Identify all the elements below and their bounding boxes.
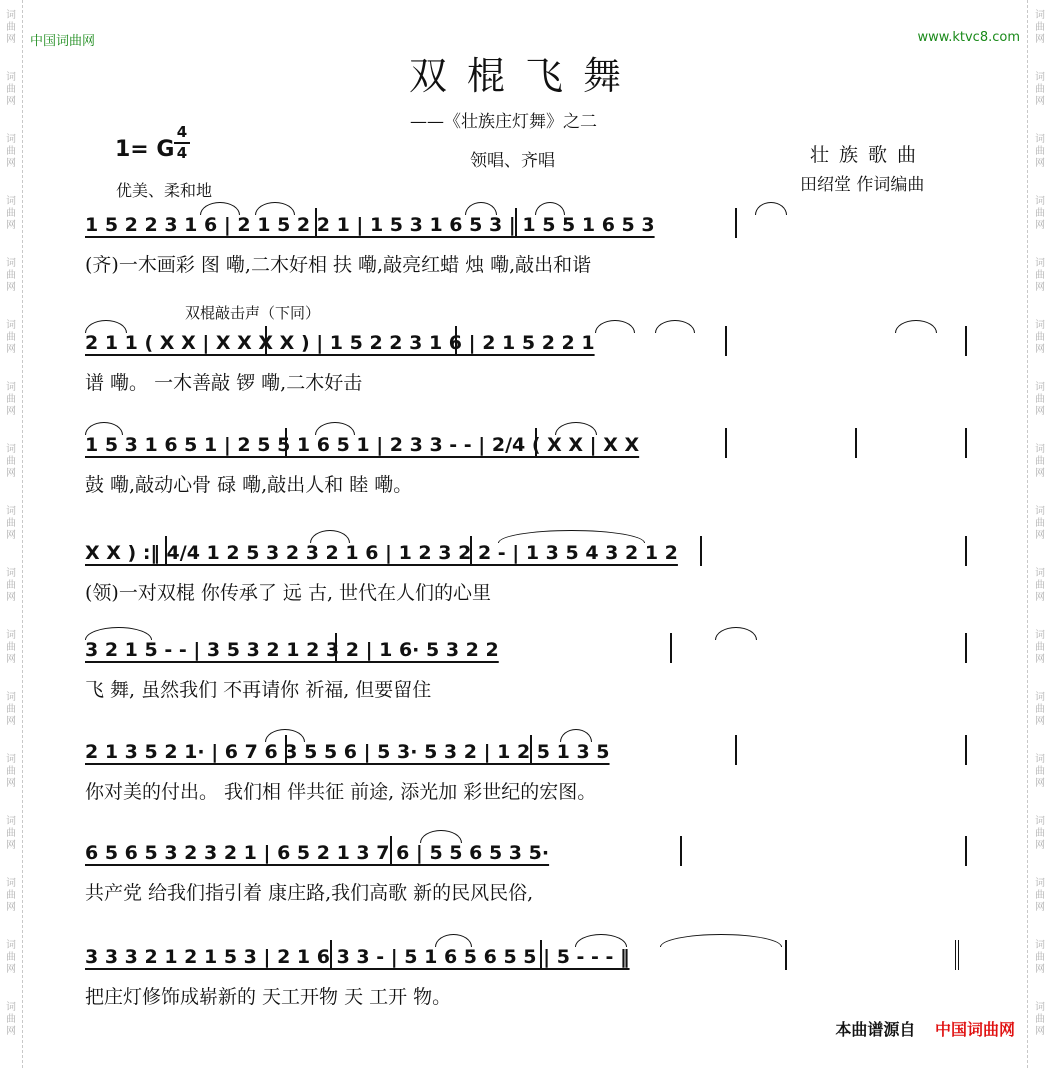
bar-line	[515, 208, 517, 238]
watermark-text: 词曲网	[6, 878, 16, 913]
watermark-text: 词曲网	[6, 196, 16, 231]
watermark-text: 词曲网	[1035, 258, 1045, 293]
bar-line	[530, 735, 532, 765]
bar-line	[785, 940, 787, 970]
expression-mark: 优美、柔和地	[116, 181, 213, 200]
slur-arc	[655, 320, 695, 333]
score-line	[85, 828, 985, 920]
watermark-text: 词曲网	[6, 72, 16, 107]
watermark-text: 词曲网	[1035, 72, 1045, 107]
slur-arc	[895, 320, 937, 333]
bar-line	[265, 326, 267, 356]
bar-line	[455, 326, 457, 356]
score-line	[85, 727, 985, 819]
bar-line	[735, 208, 737, 238]
watermark-text: 词曲网	[6, 1002, 16, 1037]
watermark-text: 词曲网	[1035, 754, 1045, 789]
bar-line	[725, 428, 727, 458]
left-watermark-strip	[0, 0, 23, 1068]
score-line	[85, 932, 985, 1024]
watermark-text: 词曲网	[1035, 816, 1045, 851]
slur-arc	[200, 202, 240, 215]
slur-arc	[85, 422, 123, 435]
time-signature-bottom: 4	[176, 144, 188, 162]
notation-line: 3 2 1 5 - - | 3 5 3 2 1 2 3 2 | 1 6· 5 3 2 2	[85, 639, 499, 661]
time-signature-top: 4	[176, 123, 188, 141]
slur-arc	[435, 934, 472, 947]
watermark-text: 词曲网	[1035, 444, 1045, 479]
slur-arc	[465, 202, 497, 215]
bar-line	[965, 428, 967, 458]
bar-line	[965, 836, 967, 866]
score-line	[85, 625, 985, 717]
slur-arc	[595, 320, 635, 333]
bar-line	[330, 940, 332, 970]
bar-line	[680, 836, 682, 866]
voice-type: 领唱、齐唱	[470, 151, 555, 171]
notation-line: 2 1 1 ( X X | X X X X ) | 1 5 2 2 3 1 6 | 2 1 5 2 2 1	[85, 332, 595, 354]
watermark-text: 词曲网	[1035, 940, 1045, 975]
slur-arc	[535, 202, 565, 215]
bar-line	[165, 536, 167, 566]
score-line	[85, 420, 985, 512]
bar-line	[955, 940, 964, 970]
slur-arc	[265, 729, 305, 742]
time-signature	[173, 123, 191, 163]
bar-line	[335, 633, 337, 663]
slur-arc	[575, 934, 627, 947]
lyrics-line: 飞 舞, 虽然我们 不再请你 祈福, 但要留住	[85, 679, 432, 701]
slur-arc	[498, 530, 645, 543]
watermark-text: 词曲网	[6, 444, 16, 479]
watermark-text: 词曲网	[1035, 320, 1045, 355]
score-line	[85, 528, 985, 620]
bar-line	[965, 326, 967, 356]
watermark-text: 词曲网	[6, 506, 16, 541]
bar-line	[670, 633, 672, 663]
song-title: 双棍飞舞	[408, 54, 641, 98]
slur-arc	[755, 202, 787, 215]
watermark-text: 词曲网	[6, 568, 16, 603]
slur-arc	[85, 627, 152, 640]
genre-label: 壮族歌曲	[810, 144, 927, 166]
notation-line: 1 5 2 2 3 1 6 | 2 1 5 2 2 1 | 1 5 3 1 6 5 3 | 1 5 5 1 6 5 3	[85, 214, 655, 236]
score-line	[85, 200, 985, 292]
slur-arc	[560, 729, 592, 742]
source-label: 本曲谱源自	[835, 1020, 916, 1039]
percussion-note: 双棍敲击声（下同）	[185, 304, 321, 322]
notation-line: X X ) :‖ 4/4 1 2 5 3 2 3 2 1 6 | 1 2 3 2 2 - | 1 3 5 4 3 2 1 2	[85, 542, 678, 564]
bar-line	[725, 326, 727, 356]
watermark-text: 词曲网	[6, 10, 16, 45]
lyrics-line: 鼓 嘞,敲动心骨 碌 嘞,敲出人和 睦 嘞。	[85, 474, 413, 496]
lyrics-line: (齐)一木画彩 图 嘞,二木好相 扶 嘞,敲亮红蜡 烛 嘞,敲出和谐	[85, 254, 592, 276]
watermark-text: 词曲网	[1035, 10, 1045, 45]
bar-line	[285, 428, 287, 458]
watermark-text: 词曲网	[6, 382, 16, 417]
watermark-text: 词曲网	[1035, 878, 1045, 913]
slur-arc	[555, 422, 597, 435]
slur-arc	[715, 627, 757, 640]
watermark-text: 词曲网	[6, 630, 16, 665]
bar-line	[390, 836, 392, 866]
watermark-text: 词曲网	[1035, 568, 1045, 603]
watermark-text: 词曲网	[6, 258, 16, 293]
bar-line	[470, 536, 472, 566]
slur-arc	[85, 320, 127, 333]
slur-arc	[310, 530, 350, 543]
bar-line	[965, 536, 967, 566]
bar-line	[535, 428, 537, 458]
watermark-text: 词曲网	[1035, 506, 1045, 541]
author-credit: 田绍堂 作词编曲	[800, 175, 925, 195]
bar-line	[965, 633, 967, 663]
watermark-text: 词曲网	[1035, 692, 1045, 727]
bar-line	[965, 735, 967, 765]
watermark-text: 词曲网	[6, 940, 16, 975]
lyrics-line: 谱 嘞。 一木善敲 锣 嘞,二木好击	[85, 372, 363, 394]
notation-line: 2 1 3 5 2 1· | 6 7 6 3 5 5 6 | 5 3· 5 3 2 | 1 2 5 1 3 5	[85, 741, 610, 763]
watermark-text: 词曲网	[6, 692, 16, 727]
lyrics-line: 把庄灯修饰成崭新的 天工开物 天 工开 物。	[85, 986, 452, 1008]
slur-arc	[660, 934, 782, 947]
watermark-text: 词曲网	[6, 816, 16, 851]
watermark-text: 词曲网	[1035, 1002, 1045, 1037]
watermark-text: 词曲网	[1035, 382, 1045, 417]
score-line	[85, 318, 985, 410]
watermark-text: 词曲网	[1035, 630, 1045, 665]
song-subtitle: ——《壮族庄灯舞》之二	[410, 112, 597, 132]
watermark-text: 词曲网	[1035, 196, 1045, 231]
notation-line: 3 3 3 2 1 2 1 5 3 | 2 1 6 3 3 - | 5 1 6 5 6 5 5 | 5 - - - ‖	[85, 946, 630, 968]
source-footer	[835, 1017, 1015, 1040]
watermark-text: 词曲网	[6, 134, 16, 169]
watermark-text: 词曲网	[6, 754, 16, 789]
bar-line	[700, 536, 702, 566]
bar-line	[315, 208, 317, 238]
slur-arc	[315, 422, 355, 435]
bar-line	[855, 428, 857, 458]
slur-arc	[255, 202, 295, 215]
site-logo-left[interactable]: 中国词曲网	[30, 34, 96, 49]
watermark-text: 词曲网	[1035, 134, 1045, 169]
lyrics-line: 共产党 给我们指引着 康庄路,我们高歌 新的民风民俗,	[85, 882, 534, 904]
notation-line: 1 5 3 1 6 5 1 | 2 5 5 1 6 5 1 | 2 3 3 - - | 2/4 ( X X | X X	[85, 434, 640, 456]
site-url-right[interactable]: www.ktvc8.com	[917, 30, 1020, 45]
lyrics-line: 你对美的付出。 我们相 伴共征 前途, 添光加 彩世纪的宏图。	[85, 781, 597, 803]
slur-arc	[420, 830, 462, 843]
right-watermark-strip	[1027, 0, 1050, 1068]
key-signature: 1= G	[115, 137, 175, 162]
notation-line: 6 5 6 5 3 2 3 2 1 | 6 5 2 1 3 7 6 | 5 5 6 5 3 5·	[85, 842, 550, 864]
footer-site-link[interactable]: 中国词曲网	[934, 1020, 1015, 1039]
bar-line	[735, 735, 737, 765]
bar-line	[540, 940, 542, 970]
lyrics-line: (领)一对双棍 你传承了 远 古, 世代在人们的心里	[85, 582, 492, 604]
watermark-text: 词曲网	[6, 320, 16, 355]
